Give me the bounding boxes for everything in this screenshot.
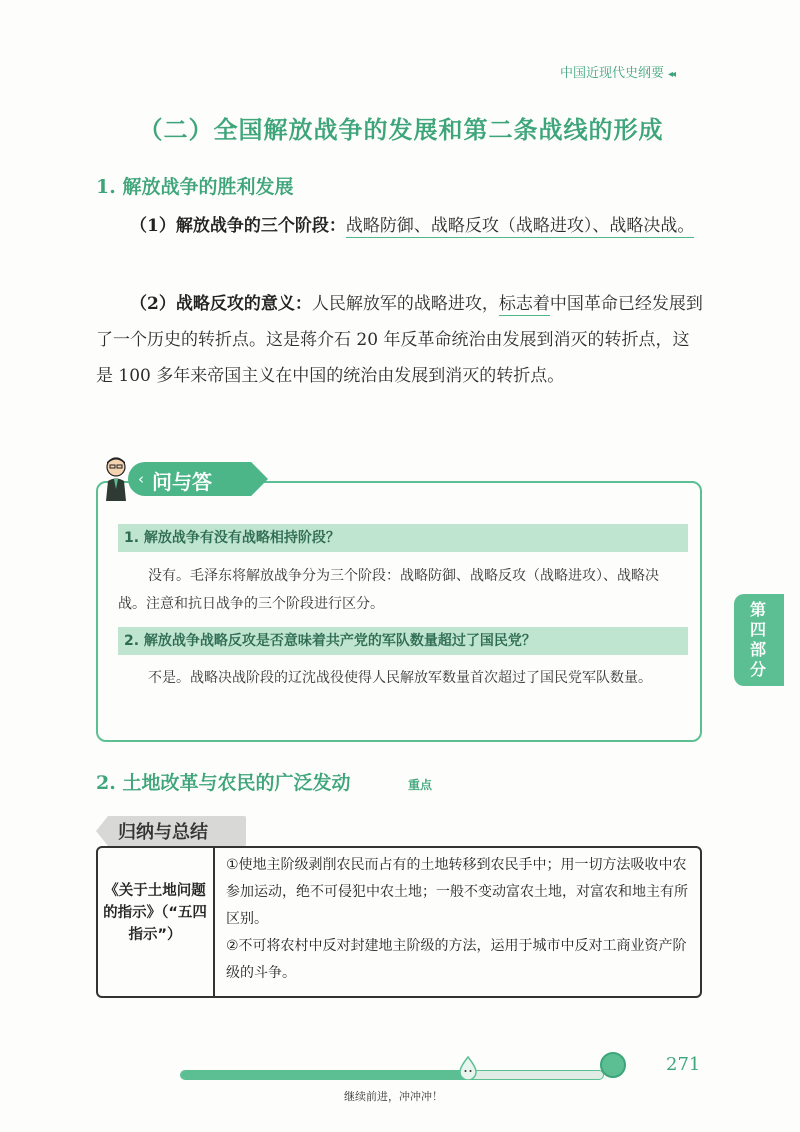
paragraph-significance bbox=[96, 286, 704, 394]
qa-tab-label: 问与答 bbox=[152, 470, 212, 494]
summary-content bbox=[226, 852, 692, 987]
running-header bbox=[560, 62, 720, 82]
page-number: 271 bbox=[666, 1054, 701, 1075]
progress-fill bbox=[181, 1071, 468, 1079]
qa-arrow-icon: ‹ bbox=[138, 470, 144, 488]
subsection-title-2: 2. 土地改革与农民的广泛发动 bbox=[96, 772, 351, 794]
chevron-left-icon: ◂◂ bbox=[668, 69, 675, 80]
paragraph-stages bbox=[96, 208, 704, 244]
answer-1: 没有。毛泽东将解放战争分为三个阶段：战略防御、战略反攻（战略进攻）、战略决战。注意和抗日战争的三个阶段进行区分。 bbox=[118, 568, 659, 612]
footer-slogan: 继续前进，冲冲冲！ bbox=[344, 1090, 443, 1103]
teacher-avatar-icon bbox=[100, 455, 132, 501]
section-title: （二）全国解放战争的发展和第二条战线的形成 bbox=[138, 115, 664, 144]
subsection-title-1: 1. 解放战争的胜利发展 bbox=[96, 176, 294, 198]
summary-item-1: ①使地主阶级剥削农民而占有的土地转移到农民手中；用一切方法吸收中农参加运动，绝不可侵犯中农土地；一般不变动富农土地，对富农和地主有所区别。 bbox=[226, 857, 688, 927]
summary-tab-label: 归纳与总结 bbox=[118, 822, 208, 843]
paragraph-significance-lead: （2）战略反攻的意义： bbox=[130, 294, 312, 314]
book-title: 中国近现代史纲要 bbox=[560, 66, 665, 81]
part-side-tab-label: 第四部分 bbox=[749, 600, 766, 679]
question-1: 1. 解放战争有没有战略相持阶段？ bbox=[118, 524, 688, 552]
summary-item-2: ②不可将农村中反对封建地主阶级的方法，运用于城市中反对工商业资产阶级的斗争。 bbox=[226, 938, 687, 981]
paragraph-significance-pre: 人民解放军的战略进攻， bbox=[311, 294, 499, 314]
key-point-tag: 重点 bbox=[408, 778, 433, 792]
answer-2: 不是。战略决战阶段的辽沈战役使得人民解放军数量首次超过了国民党军队数量。 bbox=[148, 670, 652, 686]
water-drop-mascot-icon bbox=[456, 1056, 480, 1080]
paragraph-significance-underline: 标志着 bbox=[498, 294, 550, 314]
paragraph-stages-lead: （1）解放战争的三个阶段： bbox=[130, 216, 346, 236]
summary-left-title: 《关于土地问题的指示》（“五四指示”） bbox=[103, 883, 207, 943]
paragraph-significance-post: 中国革命已经发展到了一个历史的转折点。这是蒋介石 20 年反革命统治由发展到消灭的转折点，这是 100 多年来帝国主义在中国的统治由发展到消灭的转折点。 bbox=[96, 294, 703, 386]
paragraph-stages-body: 战略防御、战略反攻（战略进攻）、战略决战。 bbox=[345, 216, 695, 236]
question-2: 2. 解放战争战略反攻是否意味着共产党的军队数量超过了国民党？ bbox=[118, 627, 688, 655]
progress-end-icon bbox=[600, 1052, 626, 1078]
summary-divider bbox=[213, 847, 215, 997]
